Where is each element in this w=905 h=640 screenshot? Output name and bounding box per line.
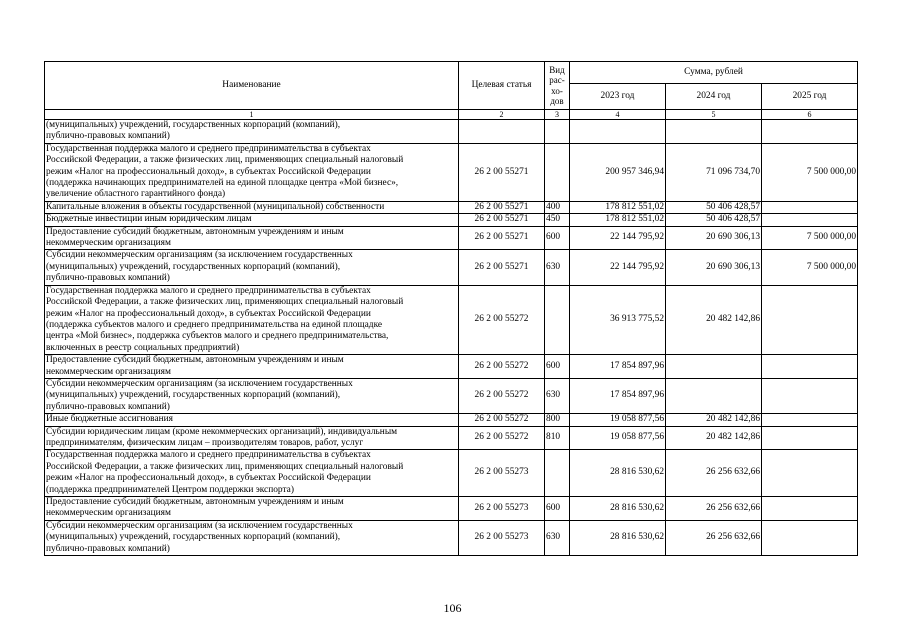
row-target-article: 26 2 00 55273	[459, 520, 545, 555]
row-sum-2023: 28 816 530,62	[570, 450, 666, 497]
row-name-line: Субсидии некоммерческим организациям (за исключением государственных	[46, 520, 353, 531]
row-name	[45, 355, 459, 379]
header-expense-type-line: рас-	[549, 75, 565, 85]
row-name-line: Государственная поддержка малого и среднего предпринимательства в субъектах	[46, 285, 371, 296]
row-name-line: Предоставление субсидий бюджетным, автономным учреждениям и иным	[46, 355, 344, 366]
row-expense-type: 450	[545, 214, 570, 226]
table-row	[45, 414, 858, 426]
row-sum-2023: 17 854 897,96	[570, 355, 666, 379]
row-expense-type: 800	[545, 414, 570, 426]
row-sum-2025	[762, 450, 858, 497]
header-name: Наименование	[45, 62, 459, 110]
row-name	[45, 450, 459, 497]
row-name	[45, 214, 459, 226]
row-sum-2024	[666, 378, 762, 413]
column-number-row	[45, 110, 858, 120]
row-sum-2024: 71 096 734,70	[666, 143, 762, 201]
row-sum-2025	[762, 201, 858, 213]
row-name-line: включенных в реестр социальных предприятий)	[46, 342, 240, 353]
row-name-line: (муниципальных) учреждений, государственных корпораций (компаний),	[46, 120, 341, 130]
row-target-article: 26 2 00 55272	[459, 355, 545, 379]
header-expense-type-line: дов	[550, 96, 564, 106]
row-sum-2023: 17 854 897,96	[570, 378, 666, 413]
row-target-article: 26 2 00 55271	[459, 214, 545, 226]
row-sum-2024: 50 406 428,57	[666, 201, 762, 213]
table-row	[45, 520, 858, 555]
row-expense-type	[545, 120, 570, 144]
row-sum-2023: 22 144 795,92	[570, 250, 666, 285]
row-sum-2025	[762, 214, 858, 226]
row-sum-2024	[666, 355, 762, 379]
header-year-2025: 2025 год	[762, 84, 858, 110]
row-target-article: 26 2 00 55271	[459, 226, 545, 250]
row-expense-type: 600	[545, 226, 570, 250]
row-sum-2023	[570, 120, 666, 144]
header-target-article: Целевая статья	[459, 62, 545, 110]
row-expense-type: 400	[545, 201, 570, 213]
row-name-line: (муниципальных) учреждений, государственных корпораций (компаний),	[46, 390, 341, 401]
row-name-line: (поддержка предпринимателей Центром поддержки экспорта)	[46, 484, 294, 495]
row-sum-2025	[762, 414, 858, 426]
header-expense-type	[545, 62, 570, 110]
column-number: 6	[762, 110, 858, 120]
column-number: 4	[570, 110, 666, 120]
row-name-line: Государственная поддержка малого и среднего предпринимательства в субъектах	[46, 143, 371, 154]
header-year-2023: 2023 год	[570, 84, 666, 110]
row-name-line: публично-правовых компаний)	[46, 401, 170, 412]
row-name-line: режим «Налог на профессиональный доход», в субъектах Российской Федерации	[46, 166, 371, 177]
row-target-article: 26 2 00 55271	[459, 201, 545, 213]
row-sum-2025	[762, 426, 858, 450]
row-expense-type	[545, 143, 570, 201]
row-name-line: Предоставление субсидий бюджетным, автономным учреждениям и иным	[46, 497, 344, 507]
row-sum-2025	[762, 520, 858, 555]
row-name-line: предпринимателям, физическим лицам – производителям товаров, работ, услуг	[46, 437, 364, 448]
row-sum-2024: 26 256 632,66	[666, 520, 762, 555]
header-sum: Сумма, рублей	[570, 62, 858, 84]
row-sum-2023: 178 812 551,02	[570, 214, 666, 226]
row-name-line: Субсидии юридическим лицам (кроме некоммерческих организаций), индивидуальным	[46, 426, 398, 437]
row-name	[45, 201, 459, 213]
table-row	[45, 426, 858, 450]
row-sum-2024: 26 256 632,66	[666, 450, 762, 497]
row-name-line: Российской Федерации, а также физических лиц, применяющих специальный налоговый	[46, 461, 404, 472]
row-sum-2023: 28 816 530,62	[570, 497, 666, 521]
row-sum-2024: 20 482 142,86	[666, 285, 762, 354]
row-sum-2025	[762, 497, 858, 521]
row-sum-2025: 7 500 000,00	[762, 250, 858, 285]
row-sum-2025	[762, 355, 858, 379]
row-target-article: 26 2 00 55272	[459, 285, 545, 354]
row-name	[45, 378, 459, 413]
row-name-line: Российской Федерации, а также физических лиц, применяющих специальный налоговый	[46, 297, 404, 308]
row-name-line: Предоставление субсидий бюджетным, автономным учреждениям и иным	[46, 226, 344, 237]
row-name-line: Иные бюджетные ассигнования	[46, 414, 173, 425]
row-name	[45, 426, 459, 450]
table-row	[45, 378, 858, 413]
row-name-line: Капитальные вложения в объекты государственной (муниципальной) собственности	[46, 201, 385, 212]
row-name	[45, 497, 459, 521]
column-number: 1	[45, 110, 459, 120]
table-row	[45, 250, 858, 285]
row-sum-2023: 22 144 795,92	[570, 226, 666, 250]
row-name-line: (муниципальных) учреждений, государственных корпораций (компаний),	[46, 532, 341, 543]
row-expense-type	[545, 285, 570, 354]
table-body	[45, 120, 858, 556]
table-row	[45, 120, 858, 144]
row-sum-2023: 200 957 346,94	[570, 143, 666, 201]
table-row	[45, 201, 858, 213]
row-name	[45, 285, 459, 354]
row-expense-type: 630	[545, 520, 570, 555]
row-name	[45, 520, 459, 555]
table-row	[45, 450, 858, 497]
table-header	[45, 62, 858, 120]
row-name-line: центра «Мой бизнес», поддержка субъектов малого и среднего предпринимательства,	[46, 331, 389, 342]
row-name-line: режим «Налог на профессиональный доход», в субъектах Российской Федерации	[46, 308, 371, 319]
row-expense-type: 600	[545, 497, 570, 521]
row-expense-type: 810	[545, 426, 570, 450]
row-sum-2024: 20 482 142,86	[666, 414, 762, 426]
table-row	[45, 497, 858, 521]
row-name-line: публично-правовых компаний)	[46, 273, 170, 284]
row-name-line: Субсидии некоммерческим организациям (за исключением государственных	[46, 378, 353, 389]
row-sum-2023: 19 058 877,56	[570, 426, 666, 450]
row-target-article: 26 2 00 55272	[459, 414, 545, 426]
row-sum-2024	[666, 120, 762, 144]
row-name-line: Бюджетные инвестиции иным юридическим лицам	[46, 214, 252, 225]
row-name	[45, 143, 459, 201]
row-target-article: 26 2 00 55273	[459, 450, 545, 497]
header-expense-type-line: Вид	[549, 64, 565, 75]
column-number: 5	[666, 110, 762, 120]
row-sum-2023: 19 058 877,56	[570, 414, 666, 426]
row-sum-2024: 26 256 632,66	[666, 497, 762, 521]
row-sum-2023: 36 913 775,52	[570, 285, 666, 354]
row-sum-2025	[762, 285, 858, 354]
header-expense-type-line: хо-	[551, 85, 563, 96]
table-row	[45, 226, 858, 250]
table-row	[45, 285, 858, 354]
row-sum-2024: 20 690 306,13	[666, 226, 762, 250]
budget-table	[44, 61, 858, 556]
row-expense-type: 630	[545, 378, 570, 413]
row-expense-type	[545, 450, 570, 497]
row-name-line: (муниципальных) учреждений, государственных корпораций (компаний),	[46, 261, 341, 272]
row-expense-type: 630	[545, 250, 570, 285]
row-name-line: увеличение областного гарантийного фонда)	[46, 189, 226, 200]
row-name	[45, 120, 459, 144]
row-name-line: режим «Налог на профессиональный доход», в субъектах Российской Федерации	[46, 473, 371, 484]
row-name-line: Государственная поддержка малого и среднего предпринимательства в субъектах	[46, 450, 371, 461]
row-name-line: (поддержка субъектов малого и среднего предпринимательства на единой площадке	[46, 319, 383, 330]
row-expense-type: 600	[545, 355, 570, 379]
page-number: 106	[443, 601, 462, 615]
row-name	[45, 414, 459, 426]
row-target-article: 26 2 00 55271	[459, 250, 545, 285]
table-row	[45, 143, 858, 201]
row-sum-2025	[762, 120, 858, 144]
row-name-line: Субсидии некоммерческим организациям (за исключением государственных	[46, 250, 353, 261]
row-sum-2024: 50 406 428,57	[666, 214, 762, 226]
row-name-line: некоммерческим организациям	[46, 366, 171, 377]
row-name	[45, 250, 459, 285]
row-name-line: некоммерческим организациям	[46, 238, 171, 249]
row-sum-2025	[762, 378, 858, 413]
row-name-line: (поддержка начинающих предпринимателей на единой площадке центра «Мой бизнес»,	[46, 178, 399, 189]
table-row	[45, 214, 858, 226]
row-name-line: некоммерческим организациям	[46, 508, 171, 519]
row-name-line: публично-правовых компаний)	[46, 543, 170, 554]
row-sum-2025: 7 500 000,00	[762, 143, 858, 201]
row-target-article: 26 2 00 55273	[459, 497, 545, 521]
row-target-article: 26 2 00 55271	[459, 143, 545, 201]
row-sum-2024: 20 690 306,13	[666, 250, 762, 285]
row-sum-2023: 28 816 530,62	[570, 520, 666, 555]
table-row	[45, 355, 858, 379]
row-target-article: 26 2 00 55272	[459, 378, 545, 413]
row-target-article	[459, 120, 545, 144]
row-sum-2024: 20 482 142,86	[666, 426, 762, 450]
column-number: 3	[545, 110, 570, 120]
row-target-article: 26 2 00 55272	[459, 426, 545, 450]
row-name-line: публично-правовых компаний)	[46, 131, 170, 142]
header-year-2024: 2024 год	[666, 84, 762, 110]
row-sum-2025: 7 500 000,00	[762, 226, 858, 250]
row-sum-2023: 178 812 551,02	[570, 201, 666, 213]
row-name	[45, 226, 459, 250]
column-number: 2	[459, 110, 545, 120]
row-name-line: Российской Федерации, а также физических лиц, применяющих специальный налоговый	[46, 155, 404, 166]
